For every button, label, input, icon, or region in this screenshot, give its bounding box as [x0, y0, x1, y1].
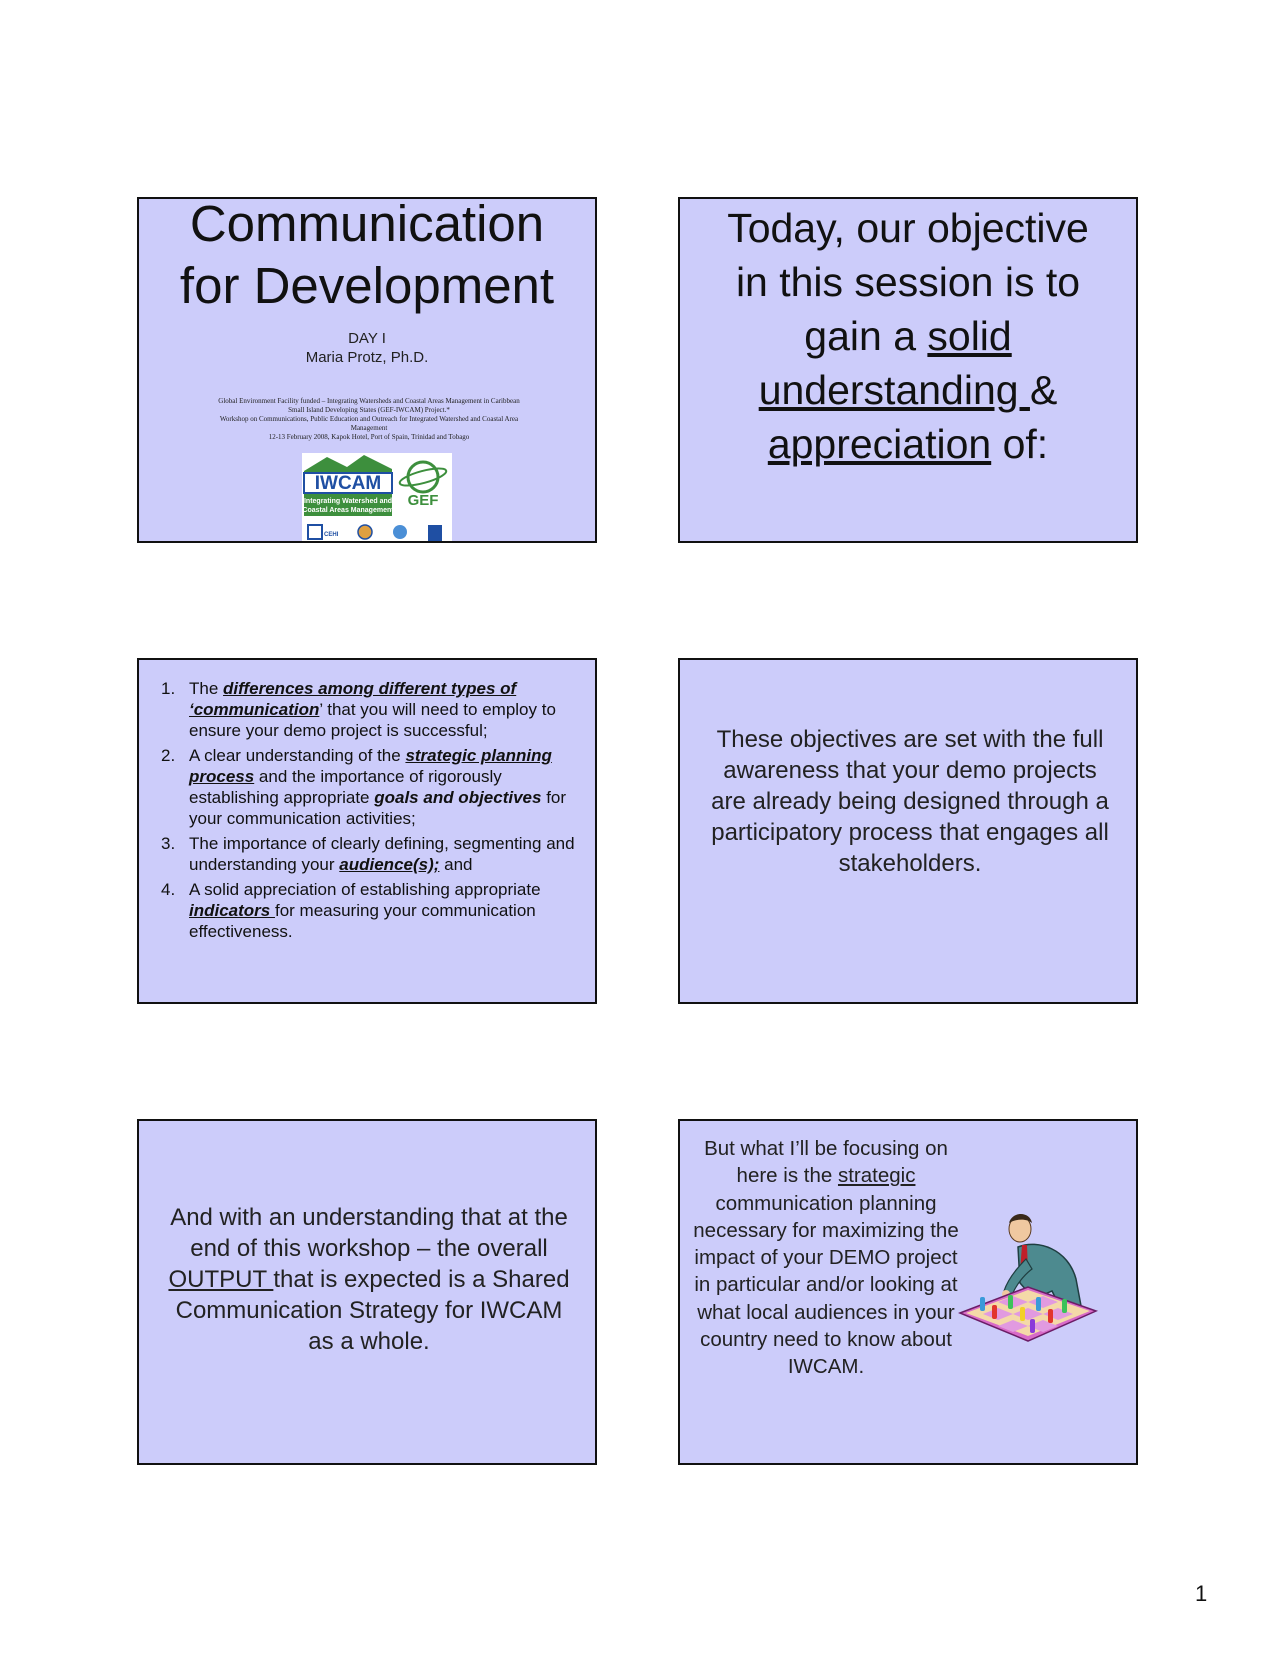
objective-statement	[690, 201, 1126, 471]
item-emphasis: differences among different types of ‘communication	[189, 679, 517, 719]
item-text: A solid appreciation of establishing appropriate	[189, 880, 541, 899]
item-text: A clear understanding of the	[189, 746, 406, 765]
project-credits	[179, 397, 559, 442]
unep-logo-icon	[393, 525, 407, 539]
slide-1	[137, 197, 597, 543]
cehi-label: CEHI	[324, 532, 339, 538]
item-text: and	[439, 855, 473, 874]
item-text: for measuring your communication effectiveness.	[189, 901, 536, 941]
credit-line: Workshop on Communications, Public Education and Outreach for Integrated Watershed and Coastal Area	[219, 415, 519, 423]
focus-part: But what I’ll be focusing on here is the	[704, 1137, 948, 1188]
objective-line	[690, 417, 1126, 471]
workshop-output-text	[167, 1202, 571, 1357]
gef-globe-icon	[408, 462, 438, 492]
slide-4	[678, 658, 1138, 1004]
focus-part: communication planning necessary for maximizing the impact of your DEMO project in particular and/or looking at what local audiences in your country need to know about IWCAM.	[693, 1191, 959, 1379]
objective-line	[690, 309, 1126, 363]
mountain-shape	[304, 455, 392, 473]
credit-line: Global Environment Facility funded – Integrating Watersheds and Coastal Areas Management in Caribbean	[218, 397, 520, 405]
title-line-1: Communication	[189, 197, 545, 252]
cehi-logo-icon	[308, 525, 322, 539]
emphasis-appreciation: appreciation	[767, 421, 992, 467]
page-number: 1	[1195, 1581, 1208, 1606]
slide-3	[137, 658, 597, 1004]
list-number: 3.	[161, 834, 176, 853]
emphasis-solid: solid	[927, 313, 1012, 359]
slide-1-title	[139, 197, 595, 317]
strategist-chess-icon	[958, 1199, 1108, 1349]
item-text: The importance of clearly defining, segmenting and understanding your	[189, 834, 575, 874]
item-text: ’ that you will need to employ to ensure your demo project is successful;	[189, 700, 556, 740]
iwcam-gef-logo	[302, 453, 452, 543]
list-number: 1.	[161, 679, 176, 698]
author-name: Maria Protz, Ph.D.	[305, 349, 429, 366]
item-text: for your communication activities;	[189, 788, 567, 828]
output-emphasis: OUTPUT	[168, 1266, 274, 1293]
list-item	[161, 879, 581, 942]
item-emphasis: strategic planning process	[189, 746, 552, 786]
list-item	[161, 745, 581, 829]
day-label: DAY I	[348, 330, 386, 347]
item-text: and the importance of rigorously establishing appropriate	[189, 767, 502, 807]
gef-orbit-icon	[398, 465, 447, 489]
objective-text: &	[1029, 367, 1058, 413]
item-text: The	[189, 679, 224, 698]
objective-line: in this session is to	[735, 259, 1081, 305]
gef-wordmark: GEF	[407, 492, 439, 509]
list-number: 2.	[161, 746, 176, 765]
credit-line: Small Island Developing States (GEF-IWCAM) Project.*	[288, 406, 450, 414]
iwcam-wordmark: IWCAM	[314, 473, 382, 494]
focus-text	[690, 1135, 962, 1381]
emphasis-understanding: understanding	[758, 367, 1030, 413]
iwcam-gef-logo-graphic	[302, 453, 452, 543]
strategist-clipart	[958, 1199, 1108, 1349]
focus-emphasis: strategic	[837, 1164, 916, 1188]
slide-5	[137, 1119, 597, 1465]
objectives-list	[161, 678, 581, 946]
undp-logo-icon	[428, 525, 442, 541]
objective-text: of:	[991, 421, 1049, 467]
output-text: And with an understanding that at the end of this workshop – the overall	[170, 1204, 568, 1262]
partner-seal-icon	[358, 525, 372, 539]
slide-2	[678, 197, 1138, 543]
objective-line	[690, 363, 1126, 417]
slide-6	[678, 1119, 1138, 1465]
list-number: 4.	[161, 880, 176, 899]
item-emphasis: audience(s);	[339, 855, 440, 874]
objectives-context-text: These objectives are set with the full awareness that your demo projects are already being designed through a participatory process that engages all stakeholders.	[711, 726, 1109, 877]
objective-line: Today, our objective	[727, 205, 1089, 251]
tagline-line-1: Integrating Watershed and	[303, 498, 393, 505]
item-emphasis: goals and objectives	[374, 788, 542, 807]
output-text: that is expected is a Shared Communication Strategy for IWCAM as a whole.	[175, 1266, 570, 1355]
title-line-2: for Development	[179, 257, 555, 314]
item-emphasis: indicators	[189, 901, 275, 920]
tagline-line-2: Coastal Areas Management	[302, 507, 394, 514]
list-item	[161, 678, 581, 741]
list-item	[161, 833, 581, 875]
objective-text: gain a	[804, 313, 928, 359]
credit-line: Management	[350, 424, 388, 432]
credit-line: 12-13 February 2008, Kapok Hotel, Port of Spain, Trinidad and Tobago	[268, 433, 470, 441]
